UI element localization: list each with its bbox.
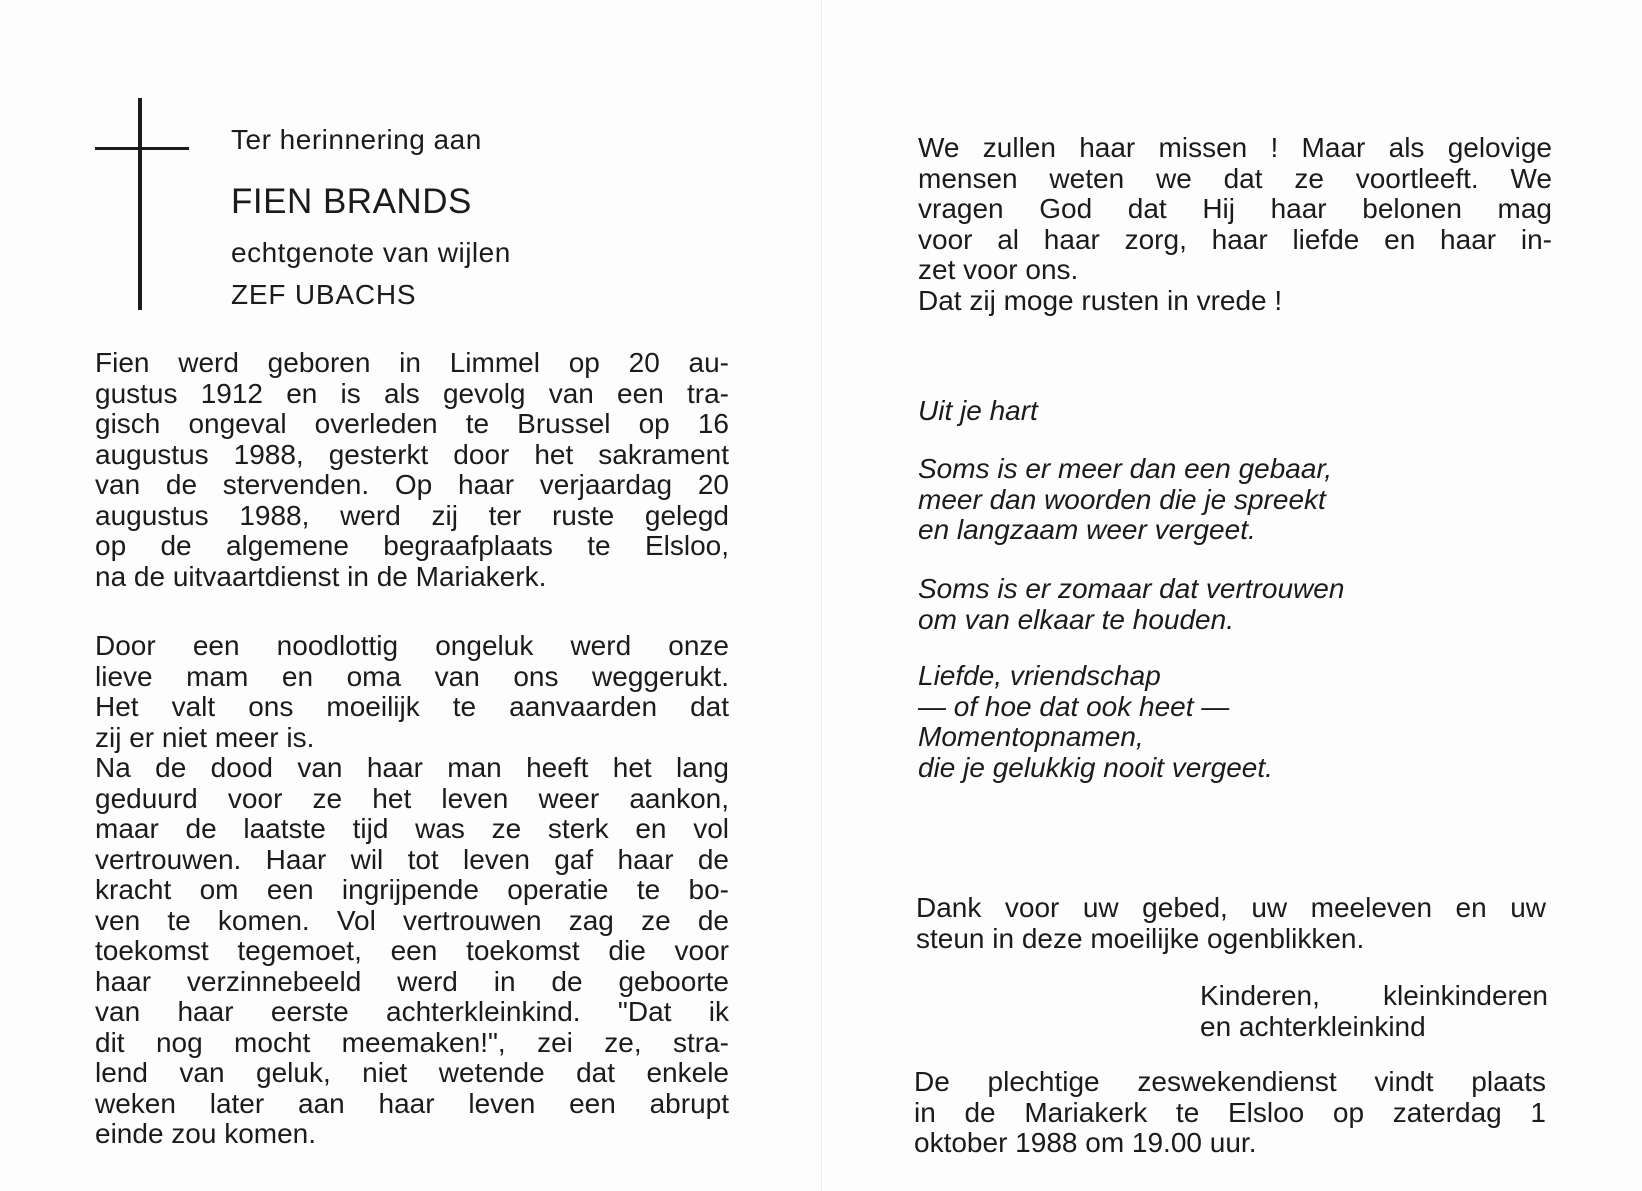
text-line: steun in deze moeilijke ogenblikken. <box>916 922 1365 954</box>
poem-line: Momentopnamen, <box>918 721 1144 752</box>
cross-vertical-bar <box>138 98 142 310</box>
thanks-paragraph <box>916 893 1546 954</box>
text-line: geduurd voor ze het leven weer aankon, <box>95 782 729 814</box>
text-line: kracht om een ingrijpende operatie te bo- <box>95 874 729 905</box>
poem-line: — of hoe dat ook heet — <box>918 690 1230 722</box>
poem-stanza <box>918 661 1273 783</box>
text-line: Dank voor uw gebed, uw meeleven en uw <box>916 892 1546 923</box>
text-line: van haar eerste achterkleinkind. "Dat ik <box>95 996 729 1027</box>
poem-line: die je gelukkig nooit vergeet. <box>918 751 1273 783</box>
spouse-label: echtgenote van wijlen <box>231 237 511 268</box>
text-line: gustus 1912 en is als gevolg van een tra- <box>95 377 729 409</box>
cross-horizontal-bar <box>95 147 189 150</box>
text-line: Dat zij moge rusten in vrede ! <box>918 284 1283 316</box>
text-line: augustus 1988, werd zij ter ruste gelegd <box>95 499 729 531</box>
poem-line: Soms is er meer dan een gebaar, <box>918 453 1333 484</box>
text-line: Fien werd geboren in Limmel op 20 au- <box>95 347 729 378</box>
text-line: na de uitvaartdienst in de Mariakerk. <box>95 560 547 592</box>
poem-stanza <box>918 454 1332 546</box>
text-line: gisch ongeval overleden te Brussel op 16 <box>95 408 729 439</box>
text-line: zet voor ons. <box>918 254 1079 285</box>
text-line: haar verzinnebeeld werd in de geboorte <box>95 965 729 997</box>
text-line: ven te komen. Vol vertrouwen zag ze de <box>95 904 729 936</box>
text-line: De plechtige zeswekendienst vindt plaats <box>914 1066 1546 1097</box>
poem-line: meer dan woorden die je spreekt <box>918 483 1326 515</box>
family-signoff <box>1200 980 1548 1042</box>
memorial-intro: Ter herinnering aan <box>231 124 482 155</box>
text-line: lieve mam en oma van ons weggerukt. <box>95 660 729 692</box>
spouse-name: ZEF UBACHS <box>231 279 417 310</box>
text-line: einde zou komen. <box>95 1118 317 1149</box>
text-line: vertrouwen. Haar wil tot leven gaf haar de <box>95 843 729 875</box>
text-line: vragen God dat Hij haar belonen mag <box>918 193 1552 224</box>
tribute-paragraph <box>95 631 729 1150</box>
text-line: toekomst tegemoet, een toekomst die voor <box>95 935 729 966</box>
poem-line: om van elkaar te houden. <box>918 603 1234 635</box>
text-line: voor al haar zorg, haar liefde en haar in- <box>918 223 1552 255</box>
text-line: in de Mariakerk te Elsloo op zaterdag 1 <box>914 1096 1546 1128</box>
poem-title: Uit je hart <box>918 395 1038 426</box>
text-line: oktober 1988 om 19.00 uur. <box>914 1127 1257 1158</box>
card-fold <box>821 0 822 1191</box>
text-line: Na de dood van haar man heeft het lang <box>95 752 729 783</box>
poem-line: Soms is er zomaar dat vertrouwen <box>918 573 1345 604</box>
text-line: dit nog mocht meemaken!", zei ze, stra- <box>95 1026 729 1058</box>
text-line: van de stervenden. Op haar verjaardag 20 <box>95 469 729 500</box>
deceased-name: FIEN BRANDS <box>231 182 472 221</box>
poem-line: en langzaam weer vergeet. <box>918 514 1256 545</box>
text-line: Kinderen, kleinkinderen <box>1200 980 1548 1011</box>
poem-stanza <box>918 574 1344 635</box>
text-line: zij er niet meer is. <box>95 721 315 753</box>
text-line: Door een noodlottig ongeluk werd onze <box>95 630 729 661</box>
text-line: We zullen haar missen ! Maar als gelovige <box>918 132 1552 163</box>
text-line: lend van geluk, niet wetende dat enkele <box>95 1057 729 1088</box>
biography-paragraph <box>95 348 729 592</box>
faith-paragraph <box>918 133 1552 316</box>
text-line: weken later aan haar leven een abrupt <box>95 1087 729 1119</box>
text-line: op de algemene begraafplaats te Elsloo, <box>95 530 729 561</box>
text-line: augustus 1988, gesterkt door het sakrament <box>95 438 729 470</box>
text-line: maar de laatste tijd was ze sterk en vol <box>95 813 729 844</box>
text-line: mensen weten we dat ze voortleeft. We <box>918 162 1552 194</box>
text-line: en achterkleinkind <box>1200 1011 1426 1042</box>
memorial-service-paragraph <box>914 1067 1546 1159</box>
poem-line: Liefde, vriendschap <box>918 660 1161 691</box>
text-line: Het valt ons moeilijk te aanvaarden dat <box>95 691 729 722</box>
